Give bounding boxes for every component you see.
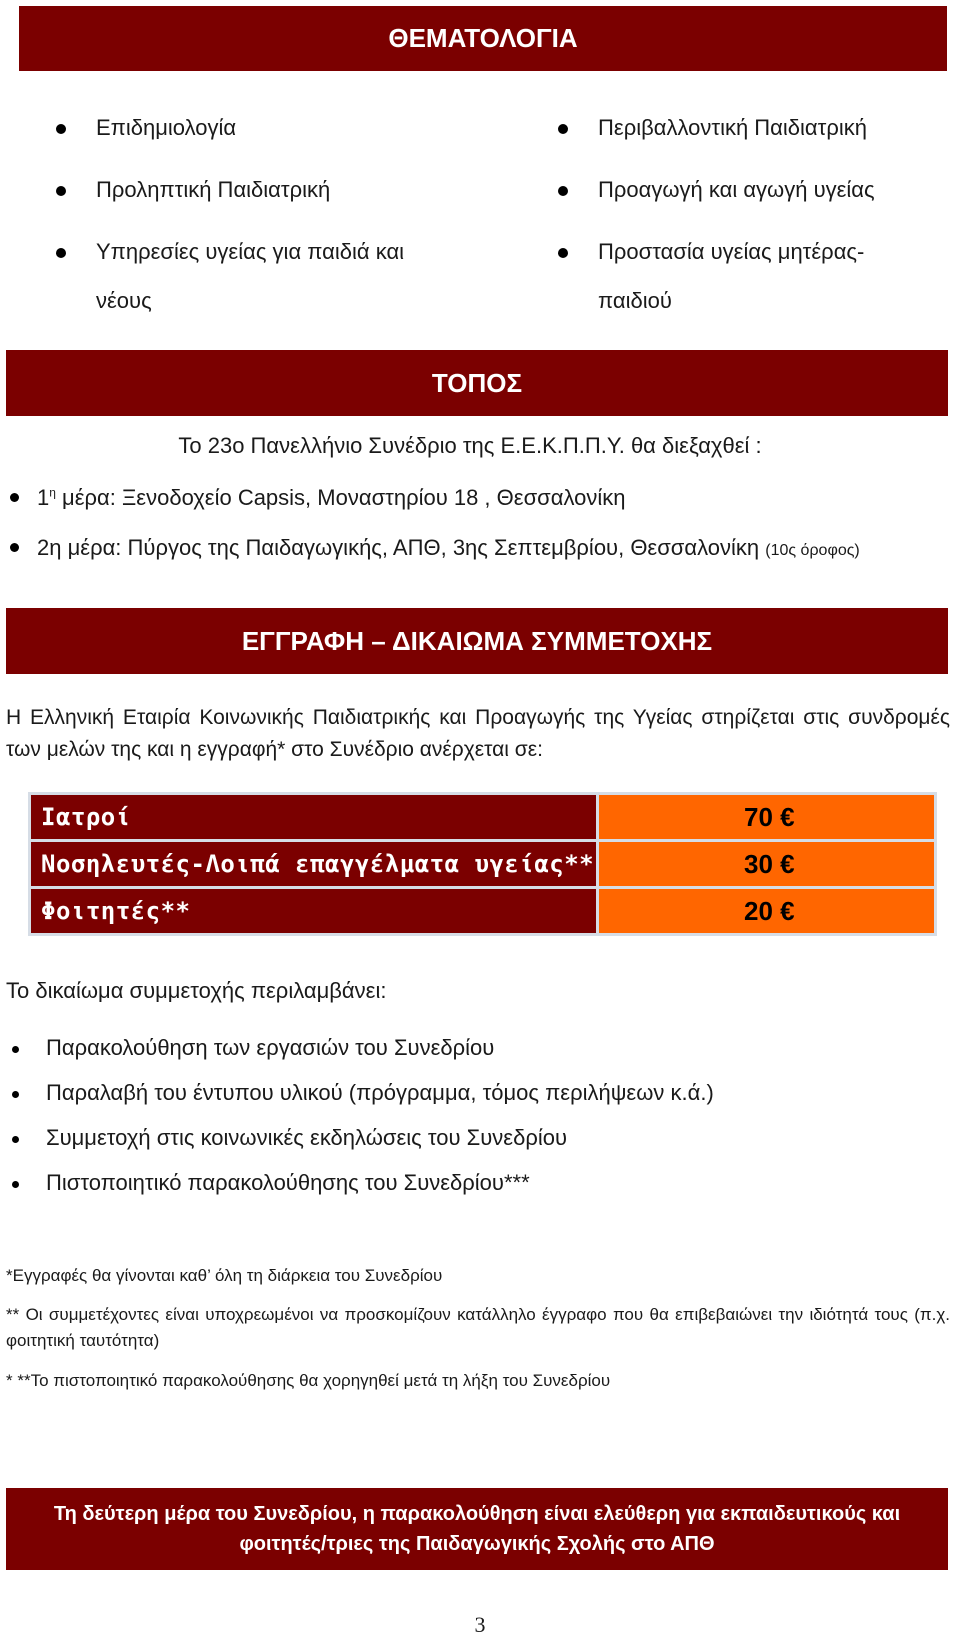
topic-label-continuation: παιδιού — [598, 288, 672, 313]
list-item — [6, 1125, 714, 1170]
bullet-icon — [12, 1136, 19, 1143]
bullet-icon — [558, 248, 568, 258]
day2-text: 2η μέρα: Πύργος της Παιδαγωγικής, ΑΠΘ, 3ης Σεπτεμβρίου, Θεσσαλονίκη — [37, 535, 760, 560]
free-attendance-text: Τη δεύτερη μέρα του Συνεδρίου, η παρακολούθηση είναι ελεύθερη για εκπαιδευτικούς και φοιτητές/τριες της Παιδαγωγικής Σχολής στο ΑΠΘ — [53, 1503, 901, 1555]
fee-table — [28, 792, 937, 936]
list-item — [558, 112, 948, 143]
bullet-icon — [12, 1046, 19, 1053]
topic-label: Περιβαλλοντική Παιδιατρική — [598, 115, 867, 140]
includes-title: Το δικαίωμα συμμετοχής περιλαμβάνει: — [6, 978, 387, 1003]
bullet-icon — [12, 1181, 19, 1188]
thematology-title: ΘΕΜΑΤΟΛΟΓΙΑ — [19, 6, 947, 71]
bullet-icon — [558, 124, 568, 134]
table-row — [31, 842, 934, 886]
day1-superscript: η — [49, 485, 56, 500]
fee-category: Φοιτητές** — [31, 889, 596, 933]
topic-label: Προστασία υγείας μητέρας- — [598, 239, 865, 264]
free-attendance-banner — [6, 1488, 948, 1570]
topic-label: Προληπτική Παιδιατρική — [96, 177, 331, 202]
bullet-icon — [558, 186, 568, 196]
footnote-certificate: * **Το πιστοποιητικό παρακολούθησης θα χορηγηθεί μετά τη λήξη του Συνεδρίου — [6, 1371, 611, 1390]
footnote-document: ** Οι συμμετέχοντες είναι υποχρεωμένοι να προσκομίζουν κατάλληλο έγγραφο που θα επιβεβαιώνει την ιδιότητά τους (π.χ. φοιτητική ταυτότητα) — [6, 1305, 950, 1350]
footnote-registration: *Εγγραφές θα γίνονται καθ’ όλη τη διάρκεια του Συνεδρίου — [6, 1266, 443, 1285]
place-title: ΤΟΠΟΣ — [6, 350, 948, 416]
fee-category: Ιατροί — [31, 795, 596, 839]
bullet-icon — [56, 124, 66, 134]
list-item — [6, 1170, 714, 1215]
bullet-icon — [56, 248, 66, 258]
fee-amount: 20 € — [599, 889, 934, 933]
topic-label: Επιδημιολογία — [96, 115, 237, 140]
list-item — [6, 1035, 714, 1080]
include-label: Πιστοποιητικό παρακολούθησης του Συνεδρίου*** — [46, 1170, 530, 1195]
bullet-icon — [56, 186, 66, 196]
table-row — [31, 889, 934, 933]
place-intro: Το 23ο Πανελλήνιο Συνέδριο της Ε.Ε.Κ.Π.Π.Υ. θα διεξαχθεί : — [178, 433, 762, 458]
include-label: Παρακολούθηση των εργασιών του Συνεδρίου — [46, 1035, 495, 1060]
fee-amount: 70 € — [599, 795, 934, 839]
bullet-icon — [10, 493, 19, 502]
include-label: Παραλαβή του έντυπου υλικού (πρόγραμμα, τόμος περιλήψεων κ.ά.) — [46, 1080, 714, 1105]
bullet-icon — [10, 543, 19, 552]
place-day2 — [10, 535, 860, 561]
topics-left-column — [56, 112, 456, 356]
topic-label: Υπηρεσίες υγείας για παιδιά και — [96, 239, 405, 264]
list-item — [56, 227, 456, 325]
list-item — [56, 174, 456, 205]
bullet-icon — [12, 1091, 19, 1098]
topic-label-continuation: νέους — [96, 288, 152, 313]
place-day1 — [10, 485, 625, 511]
topics-right-column — [558, 112, 948, 356]
fee-amount: 30 € — [599, 842, 934, 886]
table-row — [31, 795, 934, 839]
list-item — [558, 174, 948, 205]
day1-number: 1 — [37, 485, 50, 510]
registration-title: ΕΓΓΡΑΦΗ – ΔΙΚΑΙΩΜΑ ΣΥΜΜΕΤΟΧΗΣ — [6, 608, 948, 674]
list-item — [6, 1080, 714, 1125]
include-label: Συμμετοχή στις κοινωνικές εκδηλώσεις του Συνεδρίου — [46, 1125, 567, 1150]
day1-text: μέρα: Ξενοδοχείο Capsis, Μοναστηρίου 18 , Θεσσαλονίκη — [55, 485, 626, 510]
page-number: 3 — [474, 1612, 486, 1637]
registration-text: Η Ελληνική Εταιρία Κοινωνικής Παιδιατρικής και Προαγωγής της Υγείας στηρίζεται στις συνδρομές των μελών της και η εγγραφή* στο Συνέδριο ανέρχεται σε: — [6, 706, 950, 761]
includes-list — [6, 1035, 714, 1215]
list-item — [56, 112, 456, 143]
list-item — [558, 227, 948, 325]
fee-category: Νοσηλευτές-Λοιπά επαγγέλματα υγείας** — [31, 842, 596, 886]
topic-label: Προαγωγή και αγωγή υγείας — [598, 177, 875, 202]
day2-floor-note: (10ς όροφος) — [765, 542, 860, 559]
